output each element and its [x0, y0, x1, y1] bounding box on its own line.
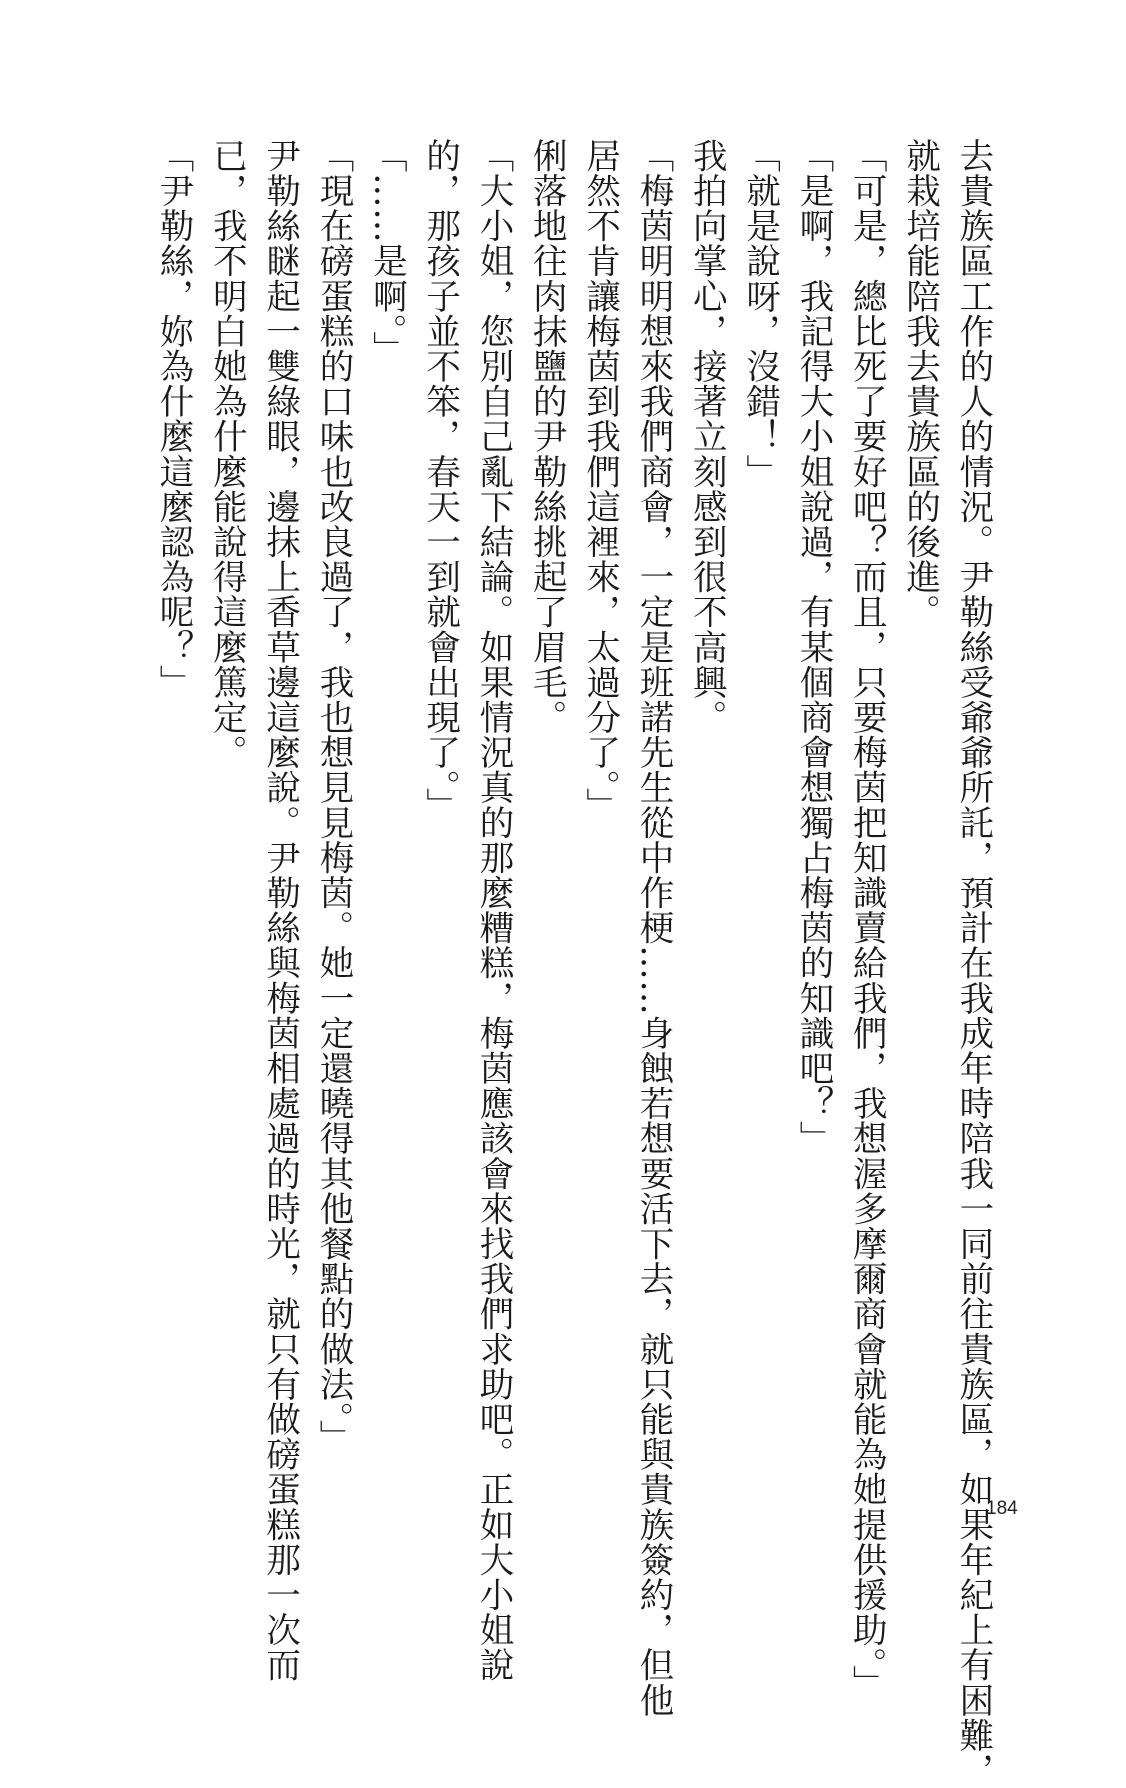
text-column: 尹勒絲瞇起一雙綠眼，邊抹上香草邊這麼說。尹勒絲與梅茵相處過的時光，就只有做磅蛋糕那一次而 [259, 138, 300, 1683]
text-column: 去貴族區工作的人的情況。尹勒絲受爺爺所託，預計在我成年時陪我一同前往貴族區，如果年紀上有困難， [952, 138, 993, 1788]
text-column: 俐落地往肉抹鹽的尹勒絲挑起了眉毛。 [526, 138, 567, 735]
text-column: 「梅茵明明想來我們商會，一定是班諾先生從中作梗……身蝕若想要活下去，就只能與貴族簽約，但他 [632, 138, 673, 1718]
text-column: 居然不肯讓梅茵到我們這裡來，太過分了。」 [579, 138, 620, 823]
text-column: 已，我不明白她為什麼能說得這麼篤定。 [206, 138, 247, 770]
page-number: 184 [986, 1498, 1018, 1519]
text-column: 「……是啊。」 [366, 138, 407, 367]
text-column: 「是啊，我記得大小姐說過，有某個商會想獨占梅茵的知識吧？」 [792, 138, 833, 1156]
text-column: 「可是，總比死了要好吧？而且，只要梅茵把知識賣給我們，我想渥多摩爾商會就能為她提供援助。」 [846, 138, 887, 1701]
text-column: 「現在磅蛋糕的口味也改良過了，我也想見見梅茵。她一定還曉得其他餐點的做法。」 [312, 138, 353, 1455]
text-column: 我拍向掌心，接著立刻感到很不高興。 [686, 138, 727, 735]
text-column: 就栽培能陪我去貴族區的後進。 [899, 138, 940, 630]
text-column: 「大小姐，您別自己亂下結論。如果情況真的那麼糟糕，梅茵應該會來找我們求助吧。正如大小姐說 [472, 138, 513, 1683]
text-column: 的，那孩子並不笨，春天一到就會出現了。」 [419, 138, 460, 823]
text-column: 「就是說呀，沒錯！」 [739, 138, 780, 489]
vertical-text-body [140, 138, 993, 1788]
text-column: 「尹勒絲，妳為什麼這麼認為呢？」 [153, 138, 193, 700]
